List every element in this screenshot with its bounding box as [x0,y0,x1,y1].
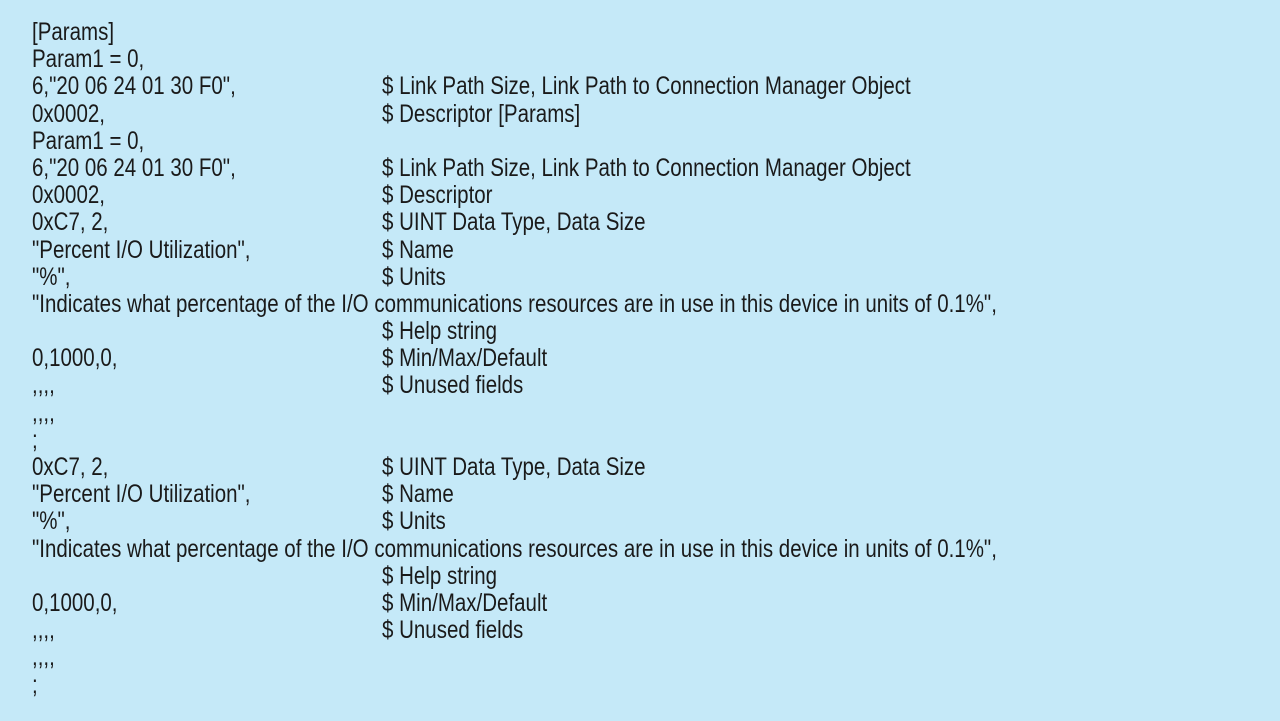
code-text: [Params] [32,18,115,46]
code-text: Param1 = 0, [32,45,145,74]
code-line [32,644,1262,671]
code-text: 0,1000,0, [32,344,118,373]
code-text: "%", [32,507,71,536]
comment-text: $ Units [382,262,446,291]
code-line [32,454,1262,481]
code-text: "%", [32,262,71,291]
code-text: 0xC7, 2, [32,453,109,481]
code-line [32,264,1262,291]
code-text: 0x0002, [32,99,105,128]
comment-text: $ Help string [382,561,498,590]
code-text: ,,,, [32,398,55,427]
code-text: "Percent I/O Utilization", [32,480,251,509]
comment-text: $ Unused fields [382,616,524,645]
eds-params-listing [32,19,1262,699]
code-line [32,237,1262,264]
code-line [32,372,1262,399]
code-text: 0xC7, 2, [32,208,109,237]
code-line [32,481,1262,508]
code-line [32,46,1262,73]
code-text: "Indicates what percentage of the I/O communications resources are in use in this device in units of 0.1%", [32,534,997,563]
code-text: ; [32,670,38,699]
code-line [32,155,1262,182]
code-line [32,563,1262,590]
code-text: 6,"20 06 24 01 30 F0", [32,153,236,182]
code-line [32,318,1262,345]
comment-text: $ Link Path Size, Link Path to Connection Manager Object [382,153,911,182]
comment-text: $ Units [382,507,446,536]
code-text: ,,,, [32,616,55,645]
code-line [32,590,1262,617]
code-line [32,427,1262,454]
code-text: ,,,, [32,371,55,400]
code-text: ,,,, [32,643,55,672]
code-line [32,19,1262,46]
comment-text: $ UINT Data Type, Data Size [382,208,646,237]
code-line [32,617,1262,644]
comment-text: $ Descriptor [382,181,493,210]
comment-text: $ Name [382,235,454,264]
code-text: ; [32,425,38,454]
comment-text: $ Name [382,480,454,509]
code-line [32,128,1262,155]
code-text: "Percent I/O Utilization", [32,235,251,264]
code-line [32,536,1262,563]
code-text: "Indicates what percentage of the I/O communications resources are in use in this device in units of 0.1%", [32,289,997,318]
code-text: Param1 = 0, [32,126,145,155]
code-line [32,672,1262,699]
comment-text: $ UINT Data Type, Data Size [382,453,646,481]
code-line [32,209,1262,236]
code-line [32,101,1262,128]
code-text: 6,"20 06 24 01 30 F0", [32,72,236,101]
comment-text: $ Unused fields [382,371,524,400]
comment-text: $ Min/Max/Default [382,344,548,373]
code-line [32,291,1262,318]
code-text: 0x0002, [32,181,105,210]
comment-text: $ Link Path Size, Link Path to Connection Manager Object [382,72,911,101]
comment-text: $ Descriptor [Params] [382,99,581,128]
code-line [32,73,1262,100]
code-line [32,182,1262,209]
code-line [32,508,1262,535]
comment-text: $ Help string [382,317,498,346]
comment-text: $ Min/Max/Default [382,588,548,617]
code-line [32,400,1262,427]
code-text: 0,1000,0, [32,588,118,617]
code-line [32,345,1262,372]
